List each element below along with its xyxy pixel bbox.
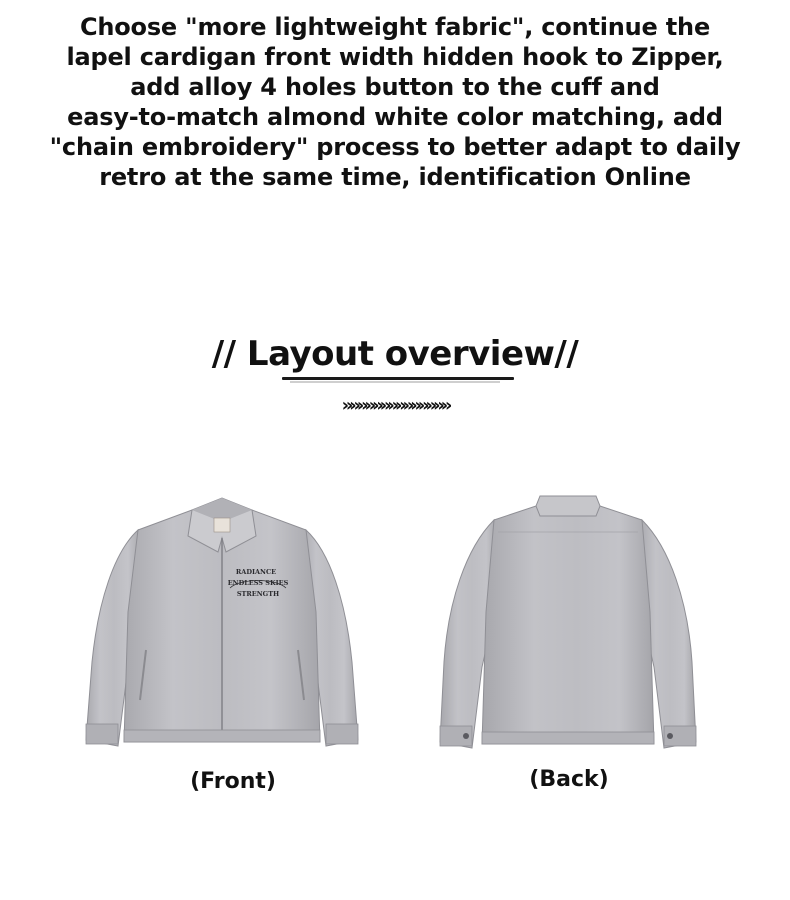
chevron-divider-icon: »»»»»»»»»»»»»» (341, 395, 449, 416)
intro-line-4: easy-to-match almond white color matching, add (67, 103, 723, 131)
title-underline-shadow (290, 381, 500, 383)
embroidery-line-3: STRENGTH (236, 590, 280, 598)
jacket-front-illustration (80, 492, 364, 758)
intro-description (30, 12, 760, 192)
caption-front: (Front) (190, 769, 276, 794)
intro-line-6: retro at the same time, identification Online (99, 163, 691, 191)
intro-line-1: Choose "more lightweight fabric", continue the (79, 13, 711, 41)
cuff-button-icon (667, 733, 673, 739)
jacket-back-illustration (436, 492, 700, 758)
embroidery-line-2: ENDLESS SKIES (227, 579, 289, 587)
caption-back: (Back) (529, 767, 609, 792)
jacket-back-image (436, 492, 700, 758)
intro-line-5: "chain embroidery" process to better adapt to daily (49, 133, 741, 161)
intro-line-2: lapel cardigan front width hidden hook to Zipper, (66, 43, 724, 71)
jacket-front-image (80, 492, 364, 758)
section-title: // Layout overview// (211, 334, 579, 374)
title-underline (282, 377, 514, 380)
cuff-button-icon (463, 733, 469, 739)
embroidery-line-1: RADIANCE (235, 568, 277, 576)
intro-line-3: add alloy 4 holes button to the cuff and (130, 73, 660, 101)
